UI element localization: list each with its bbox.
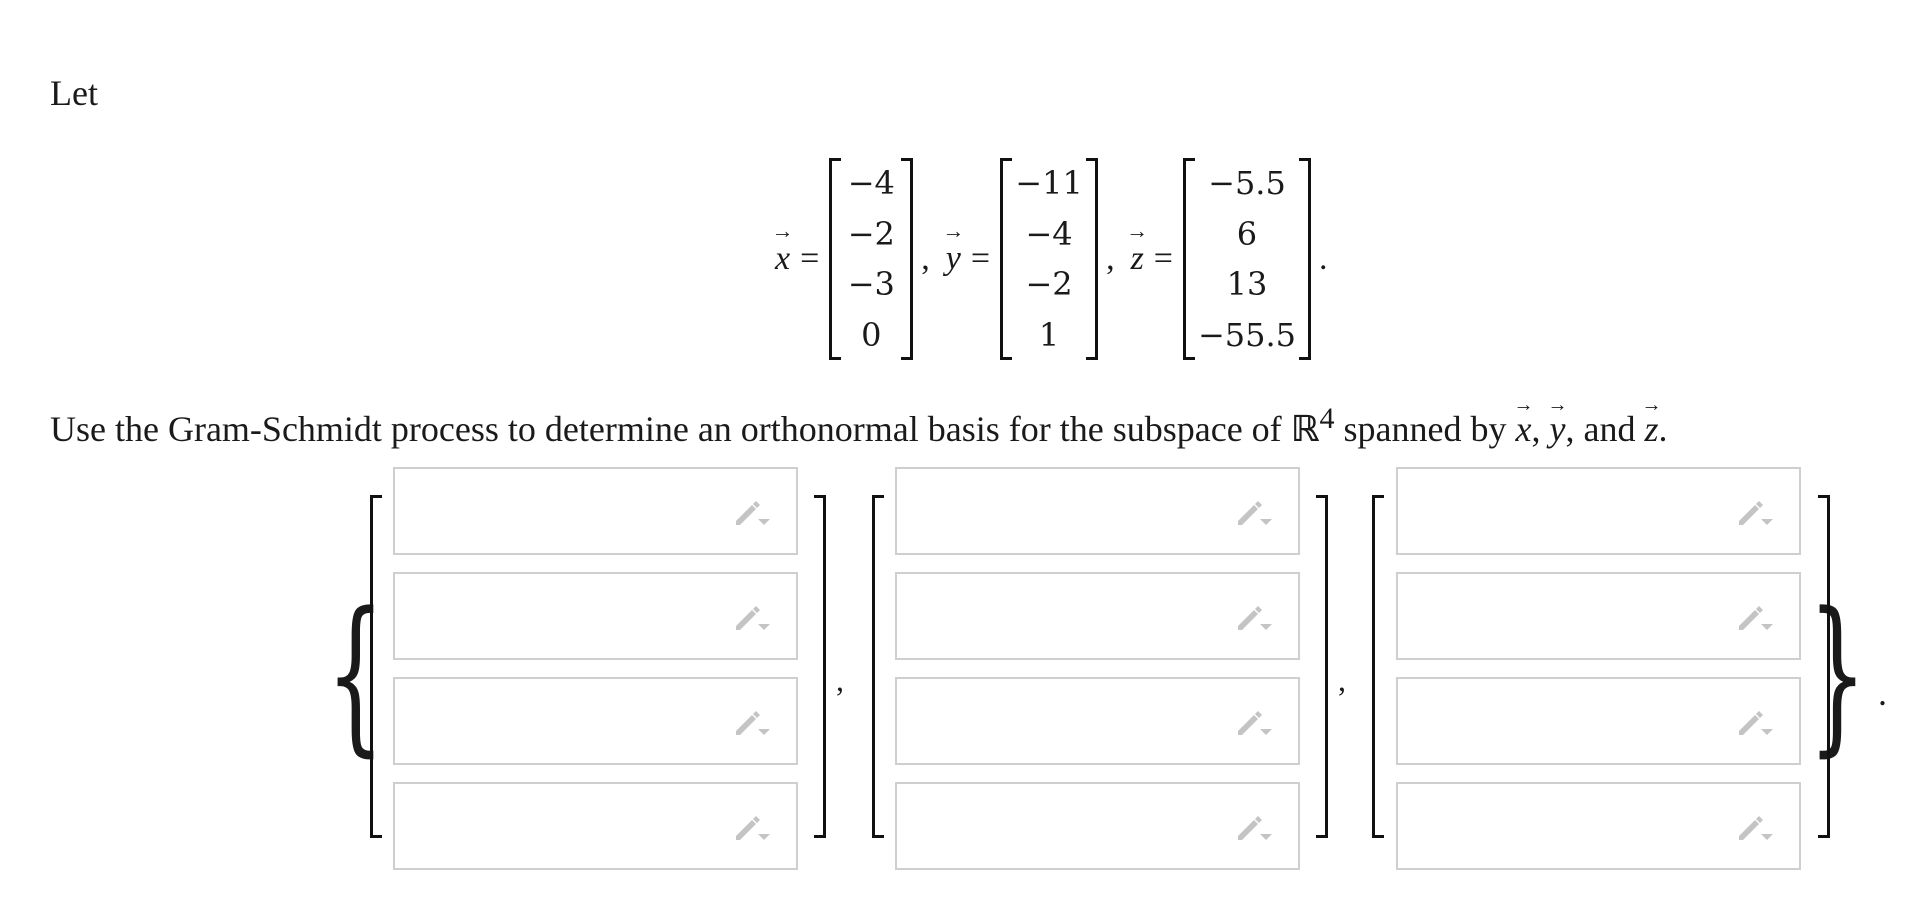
pencil-dropdown-icon[interactable] — [1234, 810, 1274, 844]
vector-definitions — [771, 158, 1455, 360]
period: . — [1318, 240, 1328, 277]
matrix-cell: −5.5 — [1208, 164, 1286, 202]
pencil-dropdown-icon[interactable] — [732, 495, 772, 529]
matrix-cell: −3 — [847, 265, 895, 303]
pencil-dropdown-icon[interactable] — [1234, 705, 1274, 739]
answer-input-v2-r4[interactable] — [895, 782, 1300, 870]
comma: , — [1338, 662, 1346, 698]
pencil-dropdown-icon[interactable] — [1735, 600, 1775, 634]
close-brace: } — [1808, 576, 1867, 772]
pencil-dropdown-icon[interactable] — [732, 810, 772, 844]
matrix-bracket-right — [1316, 495, 1328, 838]
intro-text: Let — [50, 73, 98, 113]
answer-input-v3-r4[interactable] — [1396, 782, 1801, 870]
pencil-dropdown-icon[interactable] — [1234, 600, 1274, 634]
vector-z-matrix — [1183, 158, 1311, 360]
matrix-bracket-right — [1818, 495, 1830, 838]
vector-x-label: → x = — [771, 218, 820, 277]
answer-input-v3-r2[interactable] — [1396, 572, 1801, 660]
real-space-symbol: ℝ — [1290, 409, 1320, 450]
matrix-cell: −55.5 — [1197, 315, 1297, 354]
space-exponent: 4 — [1319, 402, 1335, 435]
matrix-cell: 0 — [861, 315, 882, 354]
matrix-bracket-right — [814, 495, 826, 838]
matrix-cell: −4 — [847, 164, 895, 202]
matrix-bracket-left — [872, 495, 884, 838]
vector-y-label: → y = — [942, 218, 991, 277]
matrix-bracket-left — [1372, 495, 1384, 838]
vector-z-label: → z = — [1126, 218, 1173, 277]
matrix-cell: −2 — [1025, 265, 1073, 303]
answer-input-v3-r3[interactable] — [1396, 677, 1801, 765]
period: . — [1878, 673, 1887, 713]
comma: , — [921, 240, 930, 277]
pencil-dropdown-icon[interactable] — [732, 600, 772, 634]
matrix-cell: −2 — [847, 214, 895, 253]
answer-input-v1-r1[interactable] — [393, 467, 798, 555]
question-prompt: Use the Gram-Schmidt process to determine an orthonormal basis for the subspace of ℝ$^4$ spanned by → x, → y, and → z. — [50, 394, 1668, 450]
comma: , — [836, 662, 844, 698]
answer-input-v2-r2[interactable] — [895, 572, 1300, 660]
matrix-cell: 1 — [1038, 315, 1060, 354]
matrix-cell: 6 — [1236, 214, 1258, 253]
answer-input-v1-r3[interactable] — [393, 677, 798, 765]
pencil-dropdown-icon[interactable] — [1735, 495, 1775, 529]
comma: , — [1106, 240, 1115, 277]
answer-input-v2-r3[interactable] — [895, 677, 1300, 765]
answer-input-v1-r4[interactable] — [393, 782, 798, 870]
pencil-dropdown-icon[interactable] — [1234, 495, 1274, 529]
matrix-cell: −4 — [1025, 214, 1073, 253]
pencil-dropdown-icon[interactable] — [1735, 810, 1775, 844]
pencil-dropdown-icon[interactable] — [732, 705, 772, 739]
pencil-dropdown-icon[interactable] — [1735, 705, 1775, 739]
answer-input-v1-r2[interactable] — [393, 572, 798, 660]
matrix-cell: 13 — [1226, 265, 1268, 303]
vector-y-matrix — [1000, 158, 1098, 360]
answer-input-v2-r1[interactable] — [895, 467, 1300, 555]
matrix-cell: −11 — [1015, 164, 1083, 202]
open-brace: { — [326, 576, 385, 772]
answer-input-v3-r1[interactable] — [1396, 467, 1801, 555]
matrix-bracket-left — [370, 495, 382, 838]
vector-x-matrix — [829, 158, 913, 360]
